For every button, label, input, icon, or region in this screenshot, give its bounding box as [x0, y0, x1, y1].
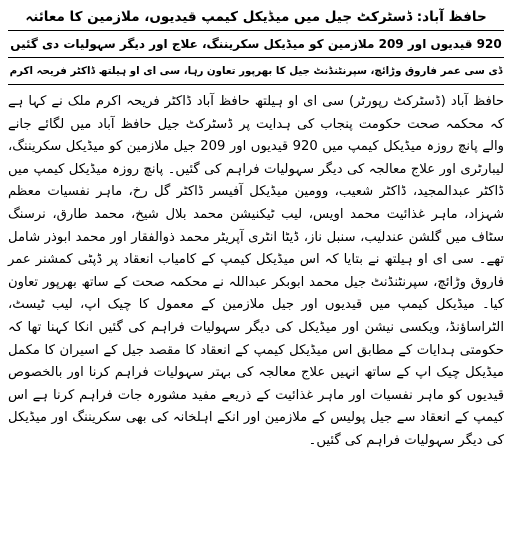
article-body	[6, 91, 506, 453]
sub-headline: 920 قیدیوں اور 209 ملازمین کو میڈیکل سکریننگ، علاج اور دیگر سہولیات دی گئیں	[8, 30, 504, 58]
article-paragraph: حافظ آباد (ڈسٹرکٹ رپورٹر) سی ای او ہیلتھ حافظ آباد ڈاکٹر فریحہ اکرم ملک نے کہا ہے کہ محکمہ صحت حکومت پنجاب کی ہدایت پر ڈسٹرکٹ جیل حافظ آباد میں لگائے جانے والے پانچ روزہ میڈیکل کیمپ میں 920 قیدیوں اور 209 جیل ملازمین کو میڈیکل سکریننگ، لیبارٹری اور علاج معالجہ کی دیگر سہولیات فراہم کی گئیں۔ پانچ روزہ میڈیکل کیمپ میں ڈاکٹر عبدالمجید، ڈاکٹر شعیب، وومین میڈیکل آفیسر ڈاکٹر گل رخ، ماہر نفسیات معظم شہزاد، ماہر غذائیت محمد اویس، لیب ٹیکنیشن محمد بلال شیخ، محمد طارق، نرسنگ سٹاف میں گلشن عندلیب، سنبل ناز، ڈیٹا انٹری آپریٹر محمد ذوالفقار اور محمد ابوذر شامل تھے۔ سی ای او ہیلتھ نے بتایا کہ اس میڈیکل کیمپ کے کامیاب انعقاد پر ڈپٹی کمشنر عمر فاروق وڑائچ، سپرنٹنڈنٹ جیل محمد ابوبکر عبداللہ نے محکمہ صحت کے ساتھ بھرپور تعاون کیا۔ میڈیکل کیمپ میں قیدیوں اور جیل ملازمین کے معمول کا چیک اپ، لیب ٹیسٹ، الٹراساؤنڈ، ویکسی نیشن اور میڈیکل کی دیگر سہولیات فراہم کی گئیں انکا کہنا تھا کہ حکومتی ہدایات کے مطابق اس میڈیکل کیمپ کے انعقاد کا مقصد جیل کے اسیران کا مکمل میڈیکل چیک اپ کے ساتھ انہیں علاج معالجہ کی بہتر سہولیات فراہم کرنا اور بالخصوص قیدیوں کو ماہر نفسیات اور ماہر غذائیت کے ذریعے مفید مشورہ جات فراہم کرنا ہے اس کیمپ کے انعقاد سے جیل پولیس کے ملازمین اور انکے اہلخانہ کی بھی سکریننگ اور میڈیکل کی دیگر سہولیات فراہم کی گئیں۔	[8, 94, 504, 448]
headline-block	[6, 4, 506, 85]
main-headline: حافظ آباد: ڈسٹرکٹ جیل میں میڈیکل کیمپ قیدیوں، ملازمین کا معائنہ	[25, 9, 487, 25]
third-headline: ڈی سی عمر فاروق وڑائچ، سپرنٹنڈنٹ جیل کا بھرپور تعاون رہا، سی ای او ہیلتھ ڈاکٹر فریحہ اکرم	[8, 58, 504, 85]
